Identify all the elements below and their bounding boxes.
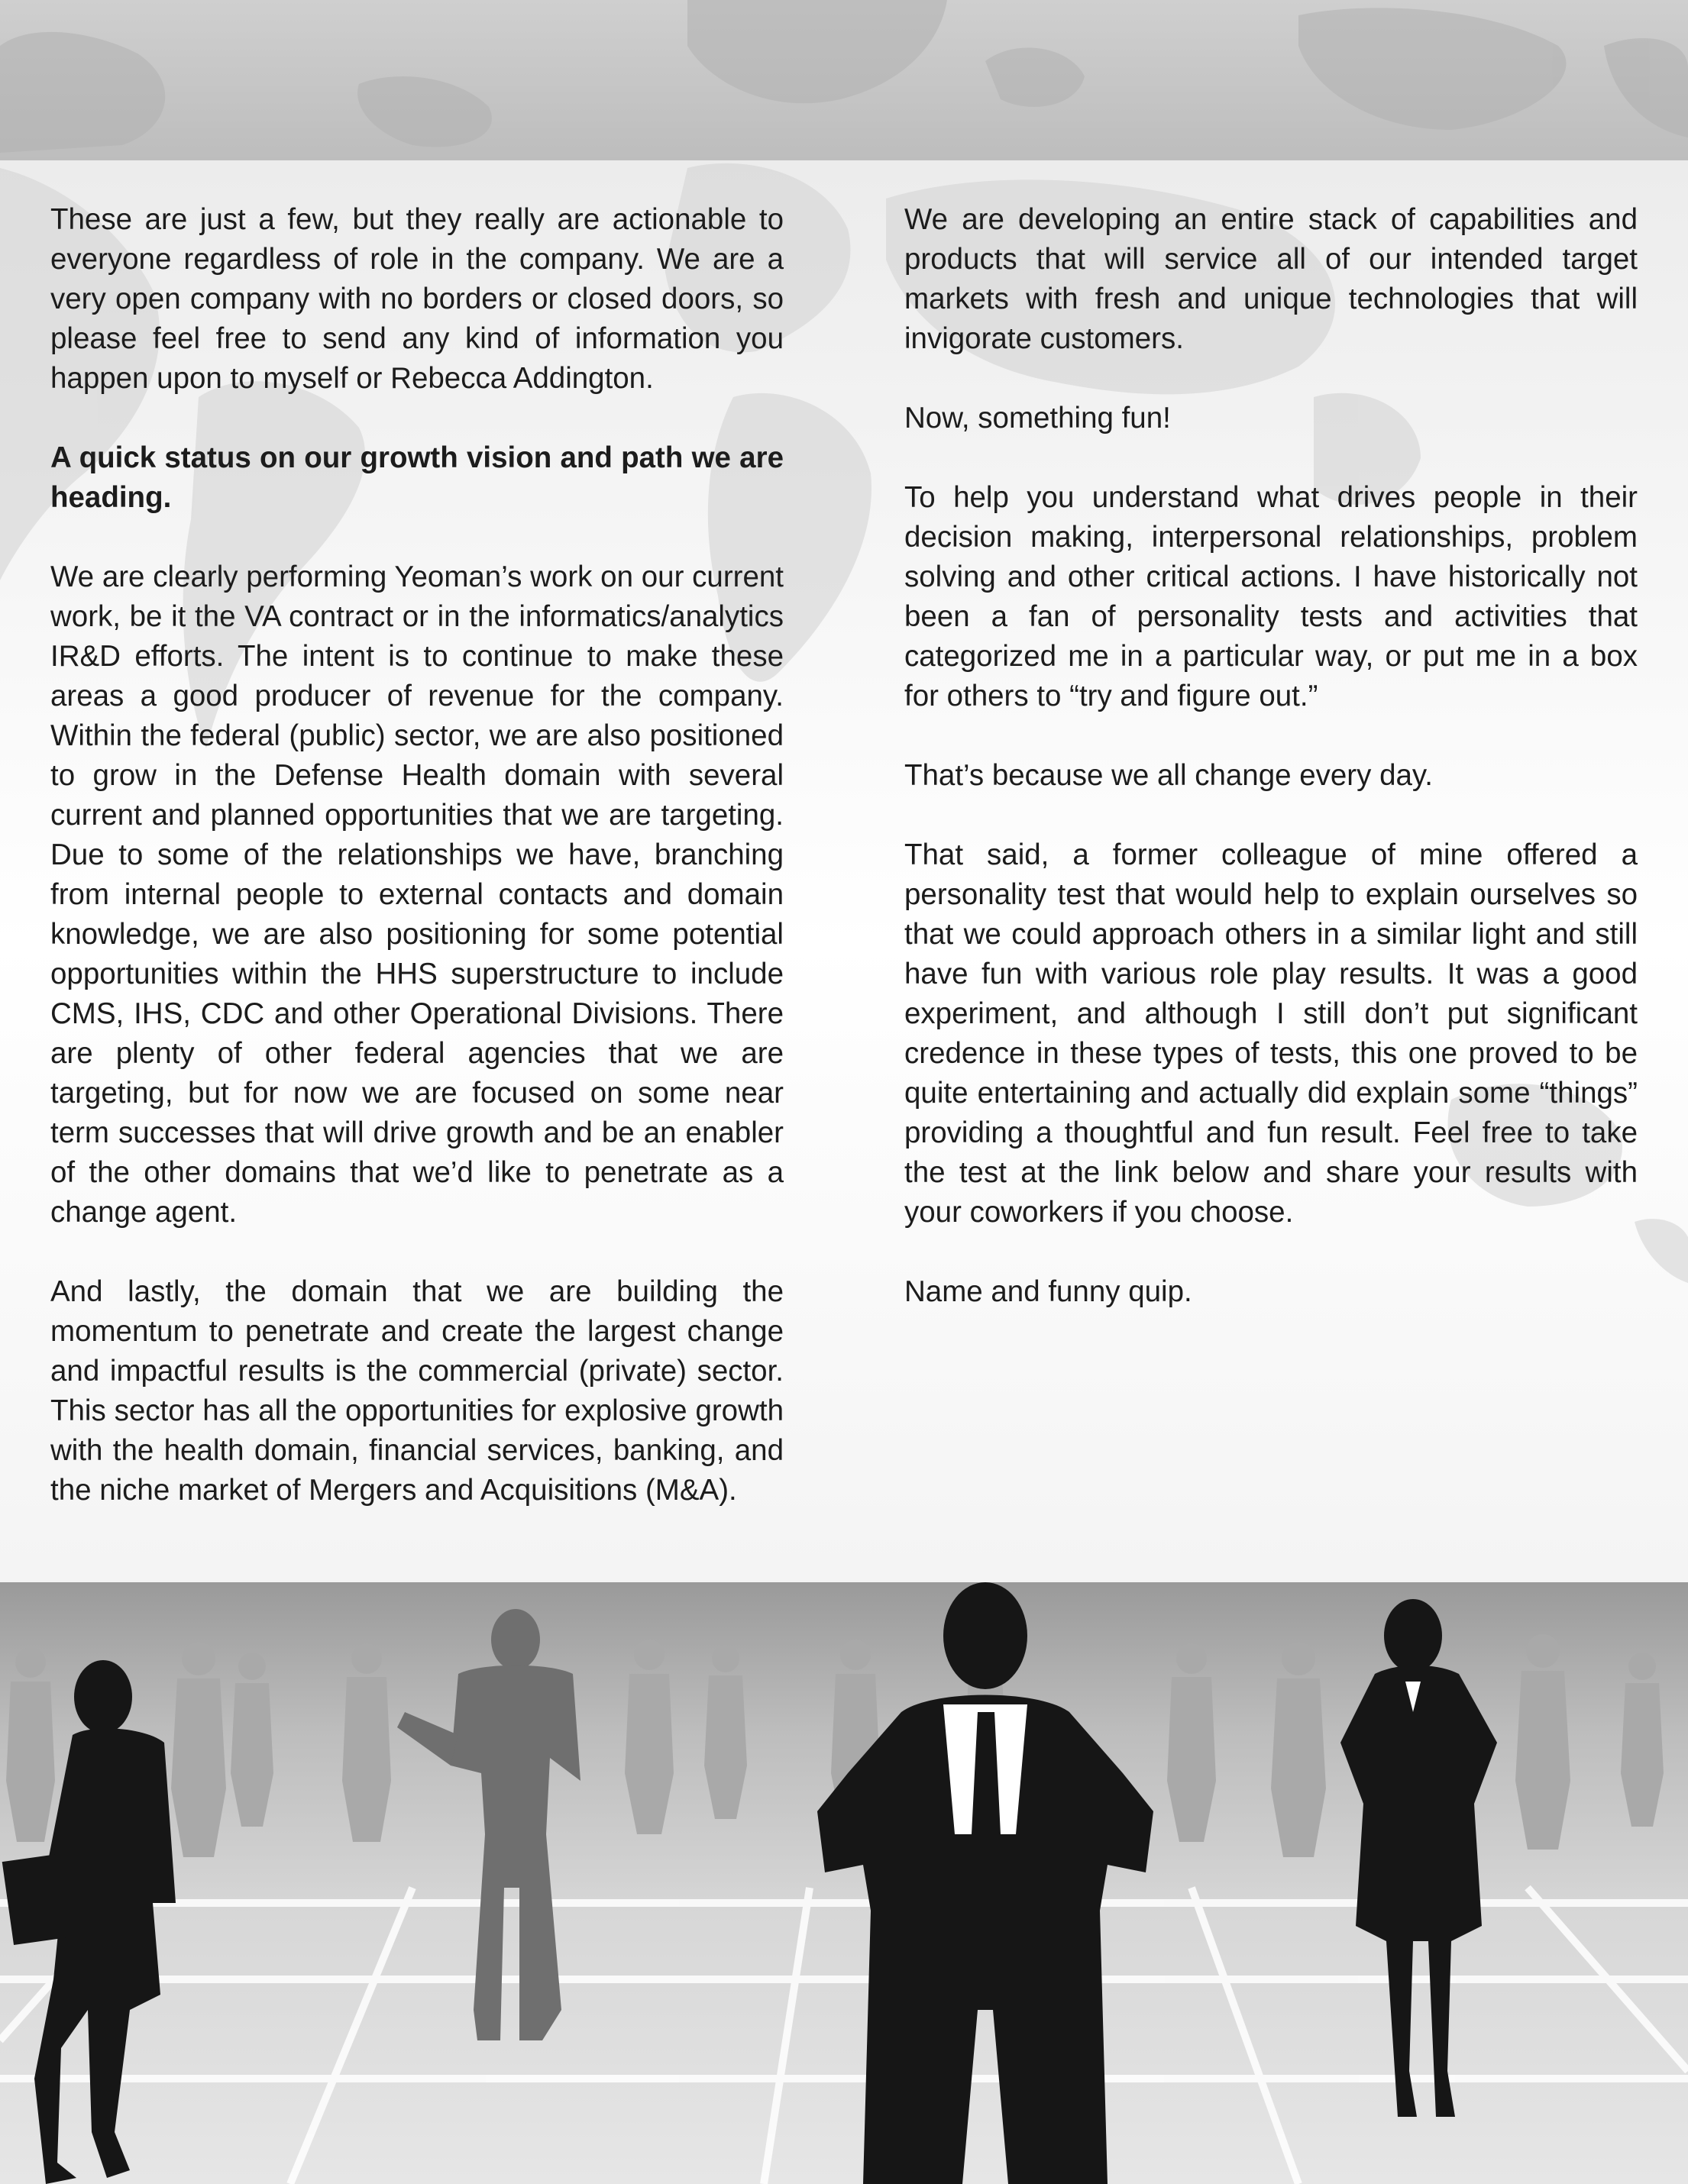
left-para-federal: We are clearly performing Yeoman’s work on our current work, be it the VA contract or in the informatics/analytics IR&D efforts. The intent is to continue to make these areas a good producer of revenue for the company. Within the federal (public) sector, we are also positioned to grow in the Defense Health domain with several current and planned opportunities that we are targeting. Due to some of the relationships we have, branching from internal people to external contacts and domain knowledge, we are also positioning for some potential opportunities within the HHS superstructure to include CMS, IHS, CDC and other Operational Divisions. There are plenty of other federal agencies that we are targeting, but for now we are focused on some near term successes that will drive growth and be an enabler of the other domains that we’d like to penetrate as a change agent. [50, 561, 784, 1229]
far-person [704, 1645, 747, 1819]
right-para-signoff: Name and funny quip. [904, 1275, 1192, 1308]
right-para-personality: To help you understand what drives people in their decision making, interpersonal relationships, problem solving and other critical actions. I have historically not been a fan of personality tests and activities that categorized me in a particular way, or put me in a box for others to “try and figure out.” [904, 481, 1638, 712]
growth-vision-heading: A quick status on our growth vision and path we are heading. [50, 441, 784, 514]
far-person [1167, 1643, 1216, 1842]
far-person [1621, 1653, 1664, 1827]
main-man-silhouette [817, 1582, 1153, 2184]
far-person [171, 1642, 226, 1857]
left-para-commercial: And lastly, the domain that we are building the momentum to penetrate and create the largest change and impactful results is the commercial (private) sector. This sector has all the opportunities for explosive growth with the health domain, financial services, banking, and the niche market of Mergers and Acquisitions (M&A). [50, 1275, 784, 1507]
right-column [904, 200, 1638, 1352]
left-para-intro: These are just a few, but they really are actionable to everyone regardless of role in the company. We are a very open company with no borders or closed doors, so please feel free to send any kind of information you happen upon to myself or Rebecca Addington. [50, 203, 784, 395]
far-person [1515, 1634, 1570, 1850]
right-para-capabilities: We are developing an entire stack of capabilities and products that will service all of our intended target markets with fresh and unique technologies that will invigorate customers. [904, 203, 1638, 355]
standing-woman-silhouette [1340, 1599, 1497, 2117]
far-person [342, 1643, 391, 1842]
left-column [50, 200, 784, 1550]
right-para-fun: Now, something fun! [904, 402, 1171, 435]
map-top-land [0, 0, 1688, 153]
far-person [231, 1653, 273, 1827]
far-person [6, 1647, 55, 1842]
business-people-illustration [0, 1582, 1688, 2184]
right-para-change: That’s because we all change every day. [904, 759, 1433, 792]
far-person [625, 1640, 674, 1834]
far-person [1271, 1642, 1326, 1857]
right-para-test: That said, a former colleague of mine offered a personality test that would help to explain ourselves so that we could approach others in a similar light and still have fun with various role play results. It was a good experiment, and although I still don’t put significant credence in these types of tests, this one proved to be quite entertaining and actually did explain some “things” providing a thoughtful and fun result. Feel free to take the test at the link below and share your results with your coworkers if you choose. [904, 838, 1638, 1229]
